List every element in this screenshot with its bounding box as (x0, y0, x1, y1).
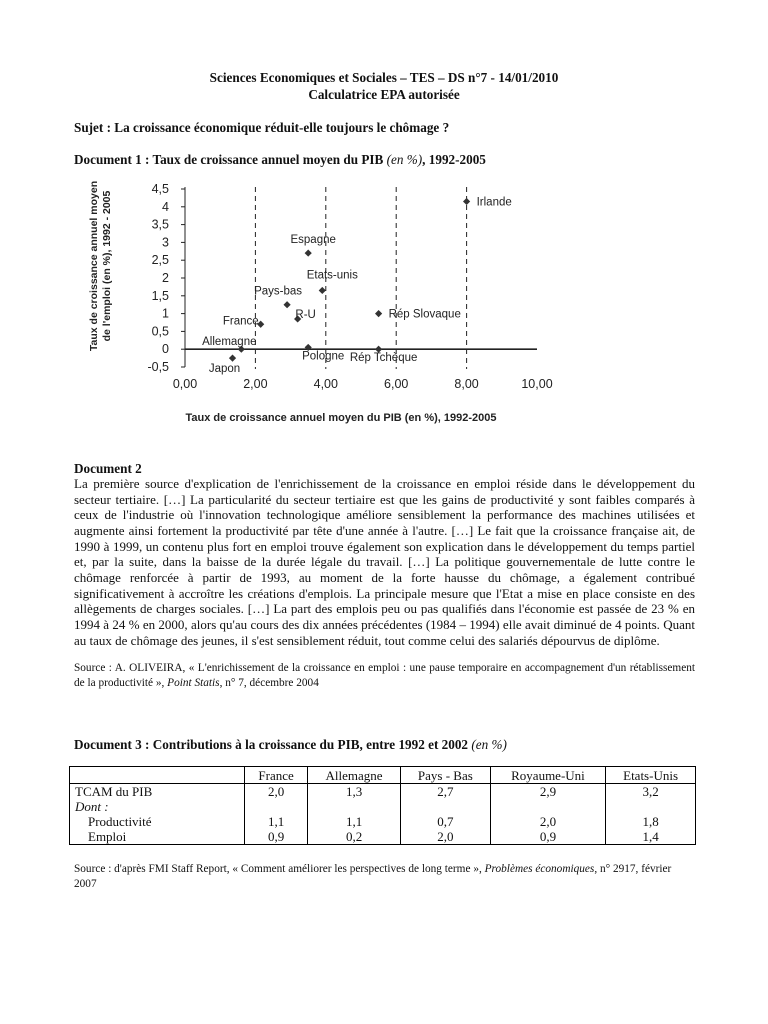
doc2-title: Document 2 (74, 461, 142, 476)
table-row-label: Emploi (70, 829, 245, 845)
y-tick-label: 3 (162, 235, 169, 250)
data-point-label: France (222, 315, 259, 328)
data-point-label: Rép Tchèque (349, 352, 418, 365)
y-tick-label: 4 (162, 199, 169, 214)
doc2-source-a: Source : A. OLIVEIRA, « L'enrichissement de la croissance en emploi : une pause temporaire en accompagnement d'un rétablissement de la productivité », (74, 662, 695, 689)
data-point (319, 287, 326, 294)
doc2-source-b: , n° 7, décembre 2004 (219, 677, 319, 689)
data-point-label: R-U (295, 308, 316, 321)
table-col-header: Pays - Bas (400, 767, 490, 784)
x-tick-label: 6,00 (384, 377, 409, 391)
table-cell: 1,8 (606, 814, 696, 829)
y-tick-label: 2 (162, 271, 169, 285)
scatter-chart (74, 174, 564, 432)
x-tick-label: 2,00 (243, 377, 268, 391)
data-point-label: Japon (208, 363, 241, 376)
table-row (70, 814, 696, 829)
data-point-label: Pays-bas (254, 285, 303, 298)
y-tick-label: 3,5 (151, 217, 169, 232)
table-cell: 2,7 (400, 784, 490, 800)
y-tick-label: -0,5 (147, 360, 169, 374)
y-tick-label: 4,5 (151, 182, 169, 196)
table-col-header: Royaume-Uni (490, 767, 605, 784)
table-cell: 1,1 (308, 814, 401, 829)
x-axis-label: Taux de croissance annuel moyen du PIB (en %), 1992-2005 (185, 412, 497, 424)
table-cell: 2,0 (245, 784, 308, 800)
y-tick-label: 0,5 (151, 324, 169, 339)
x-tick-label: 10,00 (521, 377, 553, 391)
subject-title: Sujet : La croissance économique réduit-elle toujours le chômage ? (74, 120, 450, 135)
exam-subheader: Calculatrice EPA autorisée (308, 87, 460, 102)
table-cell: 2,0 (400, 829, 490, 845)
doc3-title-main: Document 3 : Contributions à la croissance du PIB, entre 1992 et 2002 (74, 737, 472, 752)
doc1-title-main: Document 1 : Taux de croissance annuel moyen du PIB (74, 152, 387, 167)
table-row (70, 784, 696, 800)
table-row-label: Dont : (70, 799, 245, 814)
table-cell: 3,2 (606, 784, 696, 800)
table-header-corner (70, 767, 245, 784)
table-cell: 0,7 (400, 814, 490, 829)
data-point-label: Etats-unis (306, 269, 358, 282)
data-point (463, 198, 470, 205)
y-tick-label: 0 (162, 342, 169, 357)
table-cell (606, 799, 696, 814)
x-tick-label: 4,00 (313, 377, 338, 391)
y-tick-label: 1 (162, 306, 169, 321)
table-cell (400, 799, 490, 814)
doc3-source-b: , n° 2917, février 2007 (74, 863, 672, 890)
doc1-title-years: , 1992-2005 (422, 152, 486, 167)
x-tick-label: 8,00 (454, 377, 479, 391)
doc3-source (74, 862, 695, 892)
table-cell (490, 799, 605, 814)
doc2-source (74, 661, 695, 691)
table-cell: 0,9 (245, 829, 308, 845)
doc2-body: La première source d'explication de l'enrichissement de la croissance en emploi réside dans le développement du secteur tertiaire. […] La particularité du secteur tertiaire est que les gains de productivité y sont faibles comparés à ceux de l'industrie où l'innovation technologique améliore sensiblement la performance des machines utilisées et augmente ainsi fortement la productivité par tête d'une année à l'autre. […] Le fait que la croissance française ait, de 1990 à 1999, un contenu plus fort en emploi trouve également son explication dans le développement du temps partiel et, par la suite, dans la baisse de la durée légale du travail. […] La politique gouvernementale de lutte contre le chômage renforcée à partir de 1993, au moment de la forte hausse du chômage, a également contribué significativement à accroître les créations d'emplois. La principale mesure que l'Etat a mise en place consiste en des allègements de charges sociales. […] La part des emplois peu ou pas qualifiés dans l'économie est passée de 23 % en 1994 à 24 % en 2000, alors qu'au cours des dix années précédentes (1984 – 1994) elle avait diminué de 4 points. Quant au taux de chômage des jeunes, il s'est sensiblement réduit, tout comme celui des salariés dépourvus de diplôme. (74, 476, 695, 648)
data-point (229, 355, 236, 362)
doc1-title-unit: (en %) (386, 152, 423, 167)
doc2-source-pub: Point Statis (167, 677, 220, 689)
doc1-title (74, 152, 486, 168)
table-cell: 0,2 (308, 829, 401, 845)
data-point-label: Irlande (476, 196, 512, 209)
doc3-title-unit: (en %) (471, 737, 507, 752)
table-cell: 2,9 (490, 784, 605, 800)
x-tick-label: 0,00 (172, 377, 198, 391)
table-col-header: Etats-Unis (606, 767, 696, 784)
table-cell (308, 799, 401, 814)
y-axis-label: de l'emploi (en %), 1992 - 2005 (101, 190, 113, 342)
table-row-label: TCAM du PIB (70, 784, 245, 800)
data-point (283, 301, 290, 308)
doc3-source-pub: Problèmes économiques (484, 863, 595, 875)
y-tick-label: 2,5 (151, 253, 169, 268)
table-row-label: Productivité (70, 814, 245, 829)
table-cell: 0,9 (490, 829, 605, 845)
data-point (305, 249, 312, 256)
table-col-header: France (245, 767, 308, 784)
table-cell: 1,1 (245, 814, 308, 829)
y-axis-label: Taux de croissance annuel moyen (88, 180, 100, 352)
exam-header: Sciences Economiques et Sociales – TES – DS n°7 - 14/01/2010 (209, 70, 559, 85)
table-header-row (70, 767, 696, 784)
y-tick-label: 1,5 (151, 288, 169, 303)
contributions-table (69, 766, 696, 845)
data-point-label: Espagne (290, 234, 336, 247)
table-col-header: Allemagne (308, 767, 401, 784)
table-row (70, 799, 696, 814)
table-row (70, 829, 696, 845)
doc3-source-a: Source : d'après FMI Staff Report, « Comment améliorer les perspectives de long terme », (74, 863, 485, 875)
table-cell: 2,0 (490, 814, 605, 829)
data-point-label: Allemagne (202, 336, 257, 349)
data-point-label: Rép Slovaque (388, 308, 461, 321)
doc3-title (74, 737, 507, 753)
table-cell: 1,4 (606, 829, 696, 845)
table-cell (245, 799, 308, 814)
data-point (375, 310, 382, 317)
data-point-label: Pologne (302, 350, 345, 363)
table-cell: 1,3 (308, 784, 401, 800)
